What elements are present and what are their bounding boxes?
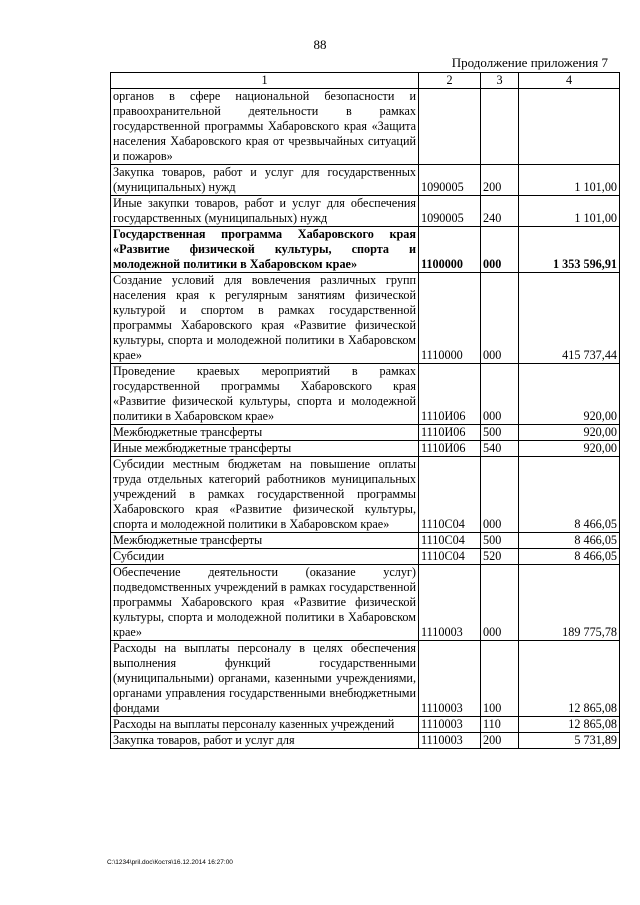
row-amount-cell: 12 865,08 <box>519 641 620 717</box>
row-name-cell: Проведение краевых мероприятий в рамках государственной программы Хабаровского края «Развитие физической культуры, спорта и молодежной политики в Хабаровском крае» <box>111 364 419 425</box>
row-amount-cell: 8 466,05 <box>519 457 620 533</box>
table-row <box>111 227 620 273</box>
header-cell-col2: 2 <box>419 73 481 89</box>
row-name-cell: Государственная программа Хабаровского края «Развитие физической культуры, спорта и молодежной политики в Хабаровском крае» <box>111 227 419 273</box>
row-amount-cell: 5 731,89 <box>519 733 620 749</box>
table-row <box>111 89 620 165</box>
row-type-cell: 240 <box>481 196 519 227</box>
row-code-cell: 1110000 <box>419 273 481 364</box>
row-name-cell: Межбюджетные трансферты <box>111 425 419 441</box>
row-name-cell: Субсидии <box>111 549 419 565</box>
row-name-cell: Межбюджетные трансферты <box>111 533 419 549</box>
row-amount-cell: 189 775,78 <box>519 565 620 641</box>
row-amount-cell: 12 865,08 <box>519 717 620 733</box>
header-cell-col1: 1 <box>111 73 419 89</box>
row-amount-cell: 920,00 <box>519 364 620 425</box>
header-cell-col3: 3 <box>481 73 519 89</box>
row-amount-cell: 8 466,05 <box>519 549 620 565</box>
table-row <box>111 533 620 549</box>
continuation-label: Продолжение приложения 7 <box>451 55 608 70</box>
row-type-cell: 540 <box>481 441 519 457</box>
row-type-cell: 000 <box>481 227 519 273</box>
table-row <box>111 425 620 441</box>
row-type-cell: 000 <box>481 565 519 641</box>
row-type-cell: 110 <box>481 717 519 733</box>
row-name-cell: Обеспечение деятельности (оказание услуг) подведомственных учреждений в рамках государственной программы Хабаровского края «Развитие физической культуры, спорта и молодежной политики в Хабаровском крае» <box>111 565 419 641</box>
table-row <box>111 565 620 641</box>
table-row <box>111 549 620 565</box>
row-code-cell: 1110003 <box>419 641 481 717</box>
row-amount-cell: 415 737,44 <box>519 273 620 364</box>
budget-table <box>110 72 620 749</box>
table-row <box>111 441 620 457</box>
row-amount-cell: 1 101,00 <box>519 165 620 196</box>
row-type-cell: 500 <box>481 425 519 441</box>
row-name-cell: Закупка товаров, работ и услуг для <box>111 733 419 749</box>
row-type-cell: 200 <box>481 165 519 196</box>
row-type-cell: 500 <box>481 533 519 549</box>
row-code-cell: 1110И06 <box>419 364 481 425</box>
table-row <box>111 273 620 364</box>
row-name-cell: Закупка товаров, работ и услуг для государственных (муниципальных) нужд <box>111 165 419 196</box>
row-name-cell: Субсидии местным бюджетам на повышение оплаты труда отдельных категорий работников муниципальных учреждений в рамках государственной программы Хабаровского края «Развитие физической культуры, спорта и молодежной политики в Хабаровском крае» <box>111 457 419 533</box>
row-amount-cell: 920,00 <box>519 425 620 441</box>
header-cell-col4: 4 <box>519 73 620 89</box>
row-code-cell: 1110С04 <box>419 457 481 533</box>
row-type-cell: 000 <box>481 364 519 425</box>
row-name-cell: Расходы на выплаты персоналу казенных учреждений <box>111 717 419 733</box>
row-amount-cell <box>519 89 620 165</box>
row-type-cell: 000 <box>481 457 519 533</box>
row-amount-cell: 1 353 596,91 <box>519 227 620 273</box>
row-code-cell: 1110С04 <box>419 549 481 565</box>
table-row <box>111 196 620 227</box>
row-code-cell: 1090005 <box>419 165 481 196</box>
row-name-cell: Расходы на выплаты персоналу в целях обеспечения выполнения функций государственными (муниципальными) органами, казенными учреждениями, органами управления государственными внебюджетными фондами <box>111 641 419 717</box>
row-type-cell: 100 <box>481 641 519 717</box>
row-amount-cell: 920,00 <box>519 441 620 457</box>
page-number: 88 <box>313 37 327 52</box>
row-type-cell <box>481 89 519 165</box>
table-row <box>111 733 620 749</box>
row-code-cell: 1090005 <box>419 196 481 227</box>
row-type-cell: 520 <box>481 549 519 565</box>
row-name-cell: Иные закупки товаров, работ и услуг для обеспечения государственных (муниципальных) нужд <box>111 196 419 227</box>
row-code-cell: 1110И06 <box>419 441 481 457</box>
table-row <box>111 717 620 733</box>
row-amount-cell: 8 466,05 <box>519 533 620 549</box>
table-row <box>111 165 620 196</box>
row-type-cell: 200 <box>481 733 519 749</box>
table-row <box>111 364 620 425</box>
row-name-cell: органов в сфере национальной безопасности и правоохранительной деятельности в рамках государственной программы Хабаровского края «Защита населения Хабаровского края от чрезвычайных ситуаций и пожаров» <box>111 89 419 165</box>
row-code-cell: 1110003 <box>419 565 481 641</box>
row-code-cell: 1110И06 <box>419 425 481 441</box>
row-code-cell: 1110003 <box>419 733 481 749</box>
table-row <box>111 641 620 717</box>
row-code-cell: 1110003 <box>419 717 481 733</box>
row-code-cell: 1110С04 <box>419 533 481 549</box>
row-amount-cell: 1 101,00 <box>519 196 620 227</box>
row-code-cell <box>419 89 481 165</box>
row-name-cell: Создание условий для вовлечения различных групп населения края к регулярным занятиям физической культурой и спортом в рамках государственной программы Хабаровского края «Развитие физической культуры, спорта и молодежной политики в Хабаровском крае» <box>111 273 419 364</box>
table-row <box>111 457 620 533</box>
file-path-footer: C:\1234\pril.doc\Костя\16.12.2014 16:27:00 <box>107 859 233 866</box>
row-code-cell: 1100000 <box>419 227 481 273</box>
table-header-row <box>111 73 620 89</box>
row-name-cell: Иные межбюджетные трансферты <box>111 441 419 457</box>
row-type-cell: 000 <box>481 273 519 364</box>
